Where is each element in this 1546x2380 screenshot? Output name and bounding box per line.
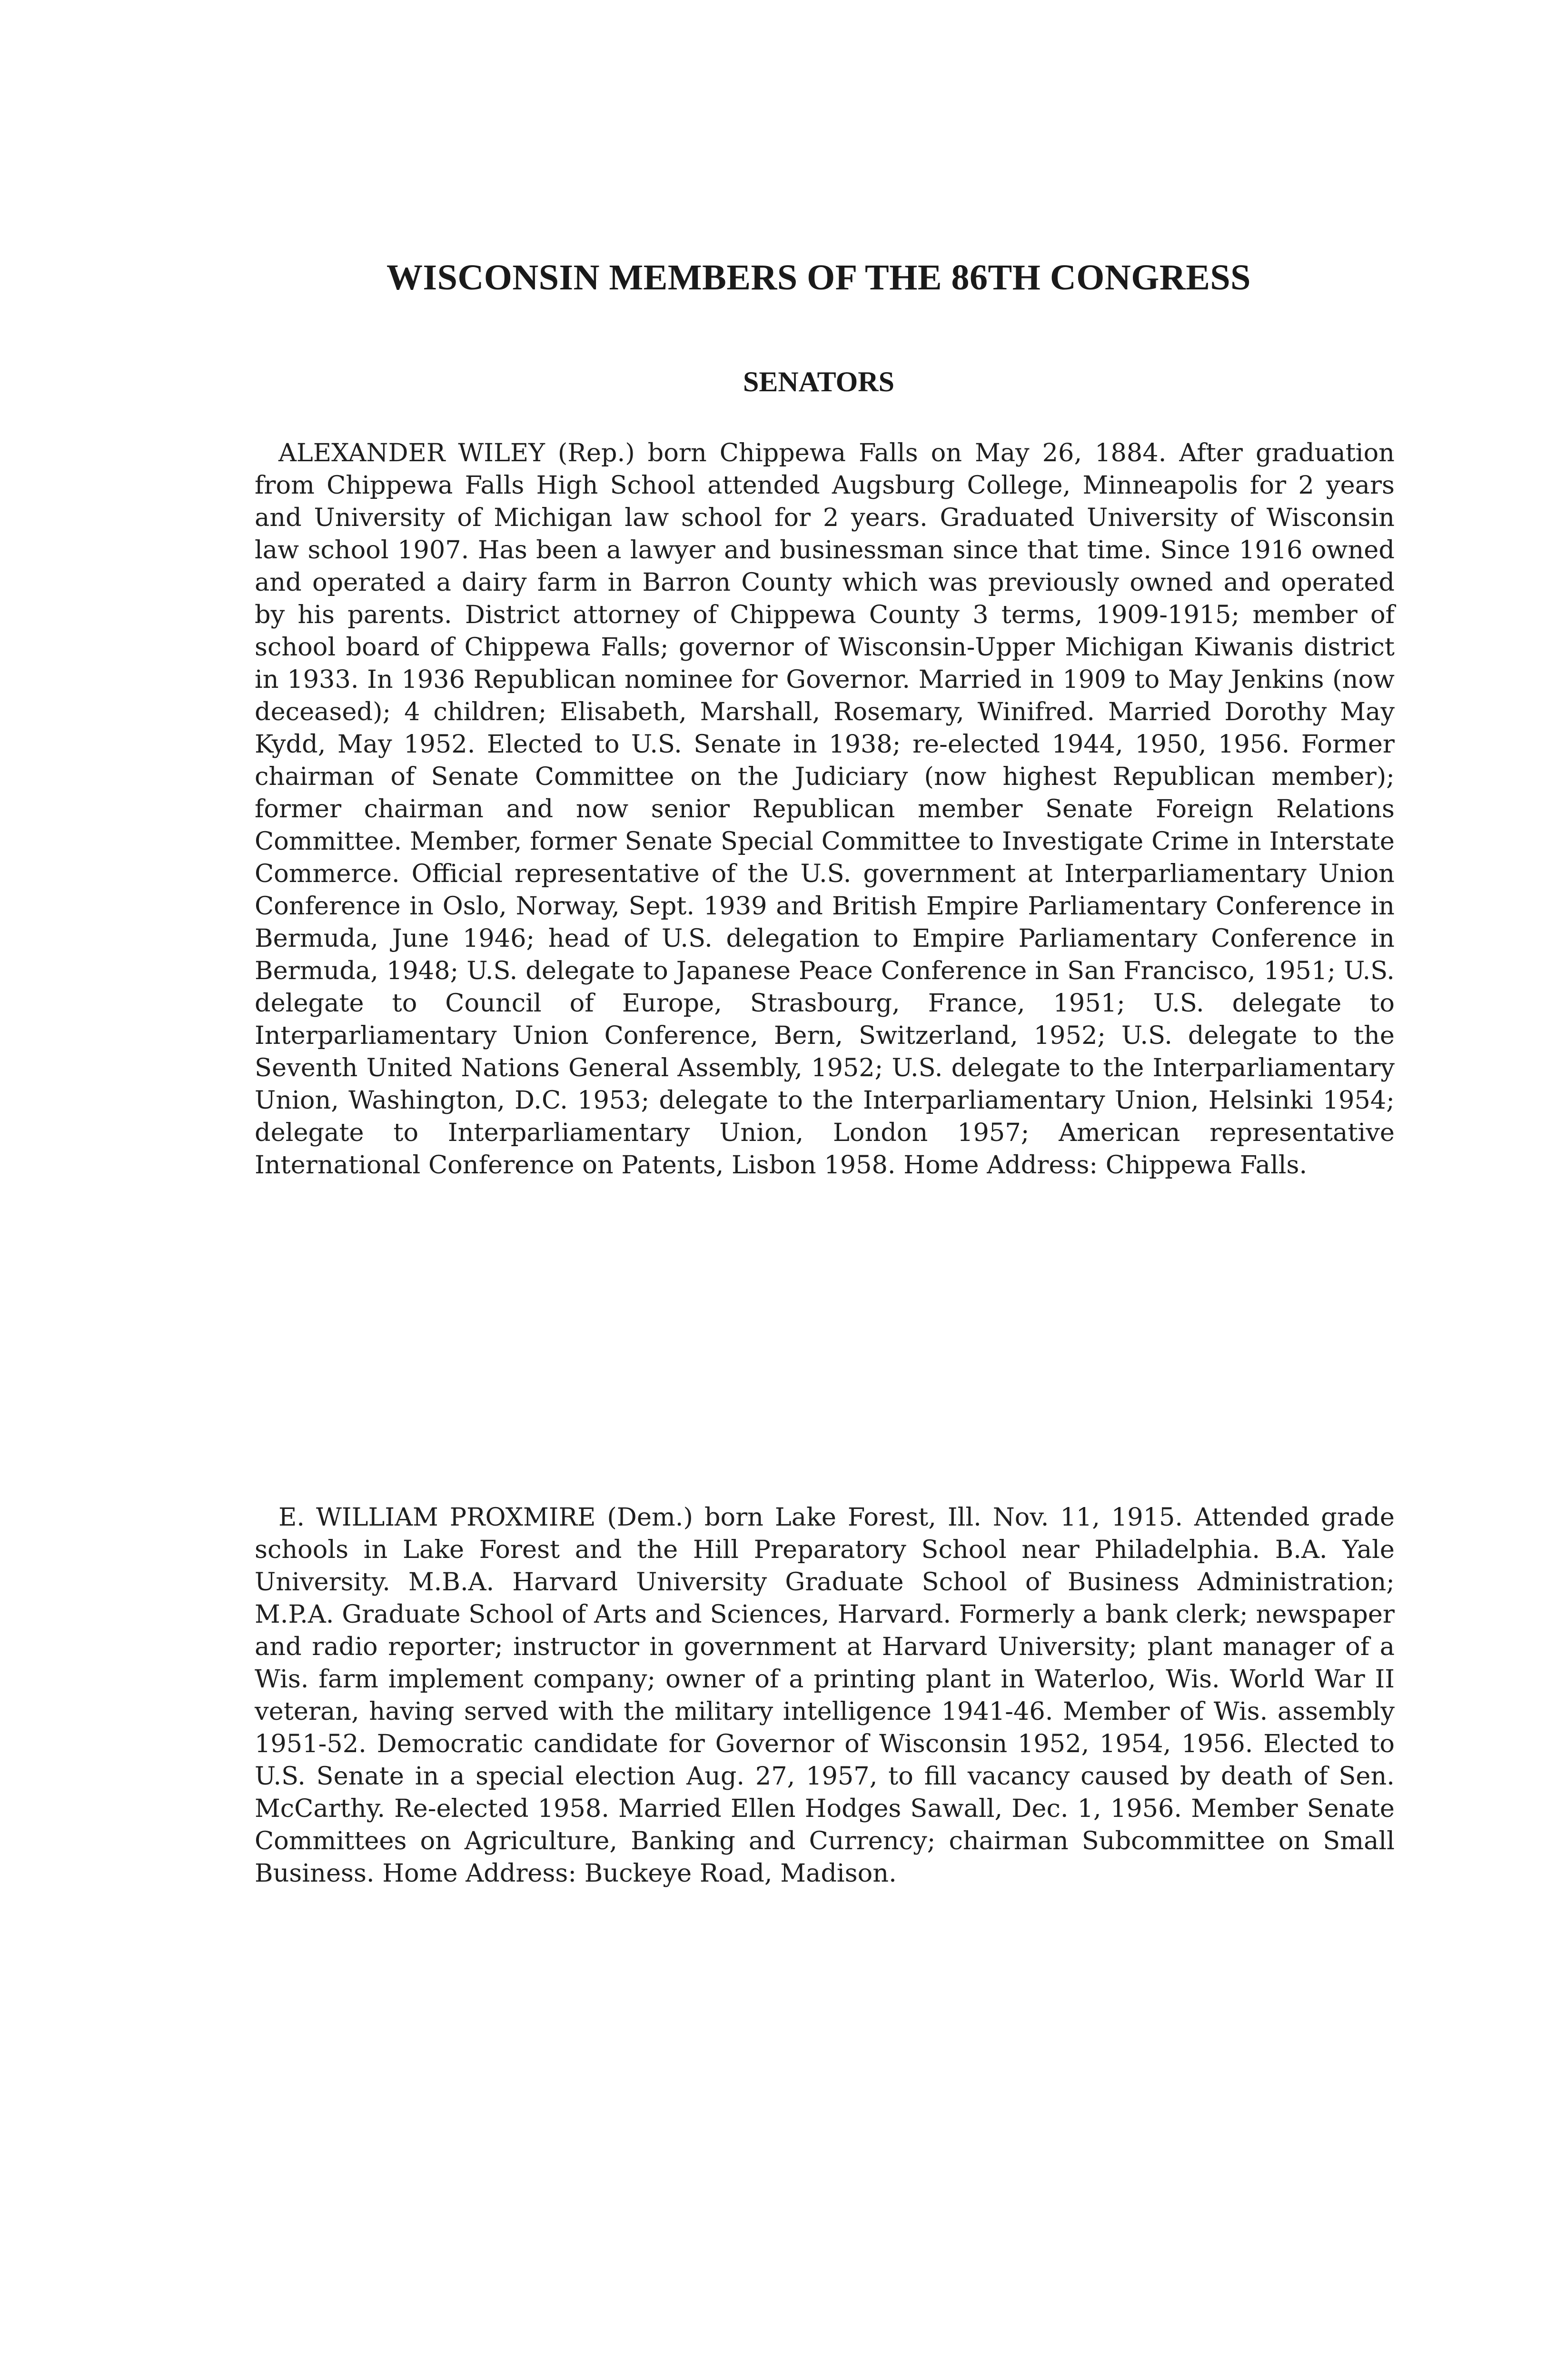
- senator-bio-wiley: ALEXANDER WILEY (Rep.) born Chippewa Falls on May 26, 1884. After graduation from Chippewa Falls High School attended Augsburg College, Minneapolis for 2 years and University of Michigan law school for 2 years. Graduated University of Wisconsin law school 1907. Has been a lawyer and businessman since that time. Since 1916 owned and operated a dairy farm in Barron County which was previously owned and operated by his parents. District attorney of Chippewa County 3 terms, 1909-1915; member of school board of Chippewa Falls; governor of Wisconsin-Upper Michigan Kiwanis district in 1933. In 1936 Republican nominee for Governor. Married in 1909 to May Jenkins (now deceased); 4 children; Elisabeth, Marshall, Rosemary, Winifred. Married Dorothy May Kydd, May 1952. Elected to U.S. Senate in 1938; re-elected 1944, 1950, 1956. Former chairman of Senate Committee on the Judiciary (now highest Republican member); former chairman and now senior Republican member Senate Foreign Relations Committee. Member, former Senate Special Committee to Investigate Crime in Interstate Commerce. Official representative of the U.S. government at Interparliamentary Union Conference in Oslo, Norway, Sept. 1939 and British Empire Parliamentary Conference in Bermuda, June 1946; head of U.S. delegation to Empire Parliamentary Conference in Bermuda, 1948; U.S. delegate to Japanese Peace Conference in San Francisco, 1951; U.S. delegate to Council of Europe, Strasbourg, France, 1951; U.S. delegate to Interparliamentary Union Conference, Bern, Switzerland, 1952; U.S. delegate to the Seventh United Nations General Assembly, 1952; U.S. delegate to the Interparliamentary Union, Washington, D.C. 1953; delegate to the Interparliamentary Union, Helsinki 1954; delegate to Interparliamentary Union, London 1957; American representative International Conference on Patents, Lisbon 1958. Home Address: Chippewa Falls.: [255, 438, 1395, 1180]
- senator-bio-proxmire: E. WILLIAM PROXMIRE (Dem.) born Lake Forest, Ill. Nov. 11, 1915. Attended grade schools in Lake Forest and the Hill Preparatory School near Philadelphia. B.A. Yale University. M.B.A. Harvard University Graduate School of Business Administration; M.P.A. Graduate School of Arts and Sciences, Harvard. Formerly a bank clerk; newspaper and radio reporter; instructor in government at Harvard University; plant manager of a Wis. farm implement company; owner of a printing plant in Waterloo, Wis. World War II veteran, having served with the military intelligence 1941-46. Member of Wis. assembly 1951-52. Democratic candidate for Governor of Wisconsin 1952, 1954, 1956. Elected to U.S. Senate in a special election Aug. 27, 1957, to fill vacancy caused by death of Sen. McCarthy. Re-elected 1958. Married Ellen Hodges Sawall, Dec. 1, 1956. Member Senate Committees on Agriculture, Banking and Currency; chairman Subcommittee on Small Business. Home Address: Buckeye Road, Madison.: [255, 1503, 1395, 1888]
- section-heading-senators: SENATORS: [743, 366, 894, 397]
- page-title: WISCONSIN MEMBERS OF THE 86TH CONGRESS: [386, 258, 1251, 298]
